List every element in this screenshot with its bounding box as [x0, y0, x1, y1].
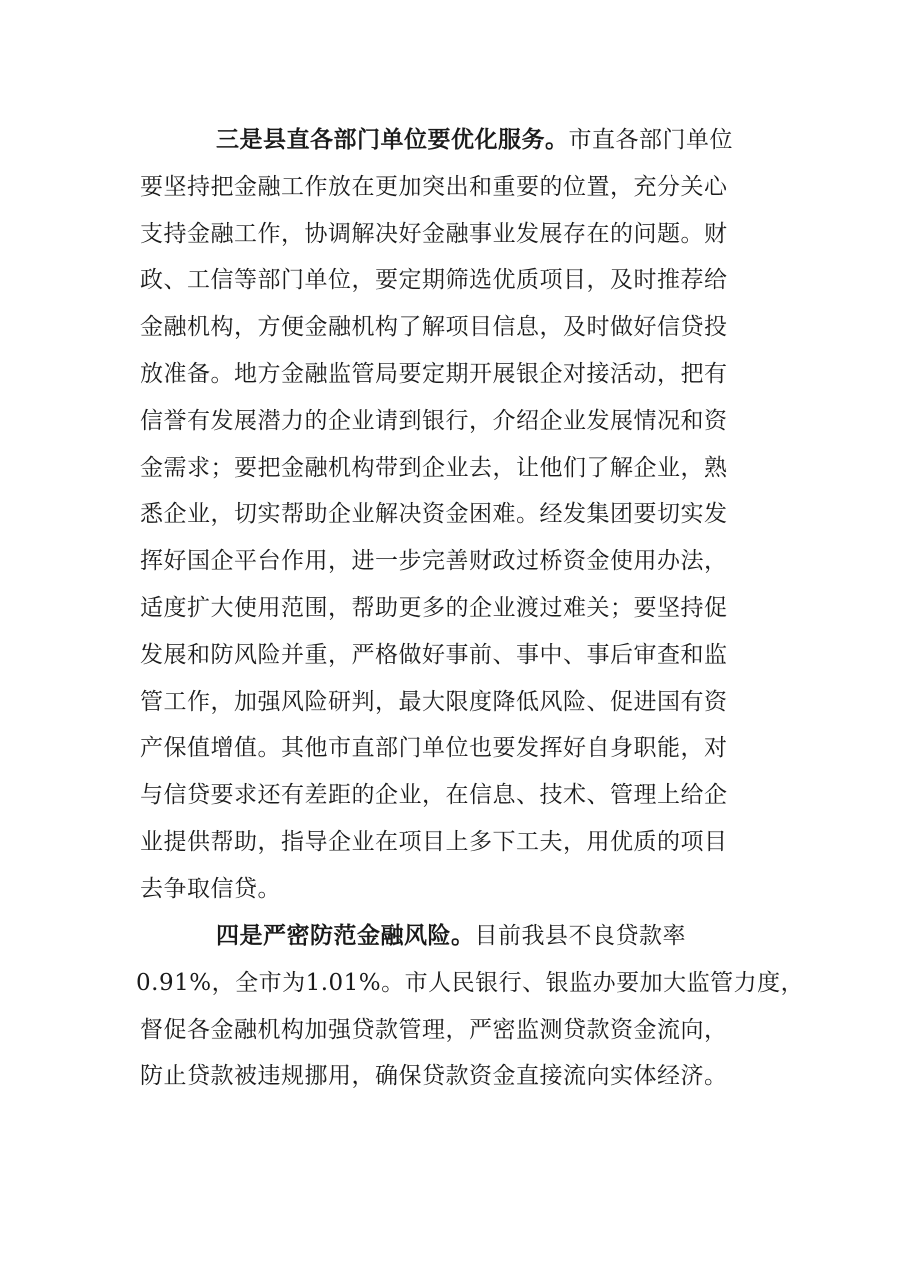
paragraph-line: 去争取信贷。	[140, 875, 281, 902]
paragraph-financial-risk	[136, 913, 805, 1100]
paragraph-line: 悉企业，切实帮助企业解决资金困难。经发集团要切实发	[140, 501, 728, 528]
paragraph-line: 督促各金融机构加强贷款管理，严密监测贷款资金流向，	[140, 1016, 728, 1043]
paragraph-line: 目前我县不良贷款率	[474, 923, 686, 949]
paragraph-line: 发展和防风险并重，严格做好事前、事中、事后审查和监	[140, 641, 728, 668]
paragraph-line: 市直各部门单位	[568, 127, 733, 153]
paragraph-line: 放准备。地方金融监管局要定期开展银企对接活动，把有	[140, 360, 728, 387]
paragraph-first-line	[140, 913, 804, 960]
paragraph-heading: 四是严密防范金融风险。	[216, 922, 475, 949]
paragraph-first-line	[140, 117, 733, 164]
paragraph-line: 支持金融工作，协调解决好金融事业发展存在的问题。财	[140, 220, 728, 247]
paragraph-line: 防止贷款被违规挪用，确保贷款资金直接流向实体经济。	[140, 1063, 728, 1090]
paragraph-line: 金需求；要把金融机构带到企业去，让他们了解企业，熟	[140, 454, 728, 481]
paragraph-line: 管工作，加强风险研判，最大限度降低风险、促进国有资	[140, 688, 728, 715]
paragraph-line: 信誉有发展潜力的企业请到银行，介绍企业发展情况和资	[140, 407, 728, 434]
paragraph-heading: 三是县直各部门单位要优化服务。	[216, 126, 569, 153]
paragraph-line: 适度扩大使用范围，帮助更多的企业渡过难关；要坚持促	[140, 594, 728, 621]
paragraph-line: 挥好国企平台作用，进一步完善财政过桥资金使用办法，	[140, 548, 728, 575]
paragraph-line: 要坚持把金融工作放在更加突出和重要的位置，充分关心	[140, 173, 728, 200]
paragraph-line: 与信贷要求还有差距的企业，在信息、技术、管理上给企	[140, 782, 728, 809]
paragraph-line: 金融机构，方便金融机构了解项目信息，及时做好信贷投	[140, 314, 728, 341]
paragraph-line: 0.91%，全市为1.01%。市人民银行、银监办要加大监管力度，	[136, 969, 805, 996]
paragraph-line: 政、工信等部门单位，要定期筛选优质项目，及时推荐给	[140, 267, 728, 294]
paragraph-line: 产保值增值。其他市直部门单位也要发挥好自身职能，对	[140, 735, 728, 762]
paragraph-line: 业提供帮助，指导企业在项目上多下工夫，用优质的项目	[140, 828, 728, 855]
paragraph-optimize-services	[140, 117, 733, 913]
